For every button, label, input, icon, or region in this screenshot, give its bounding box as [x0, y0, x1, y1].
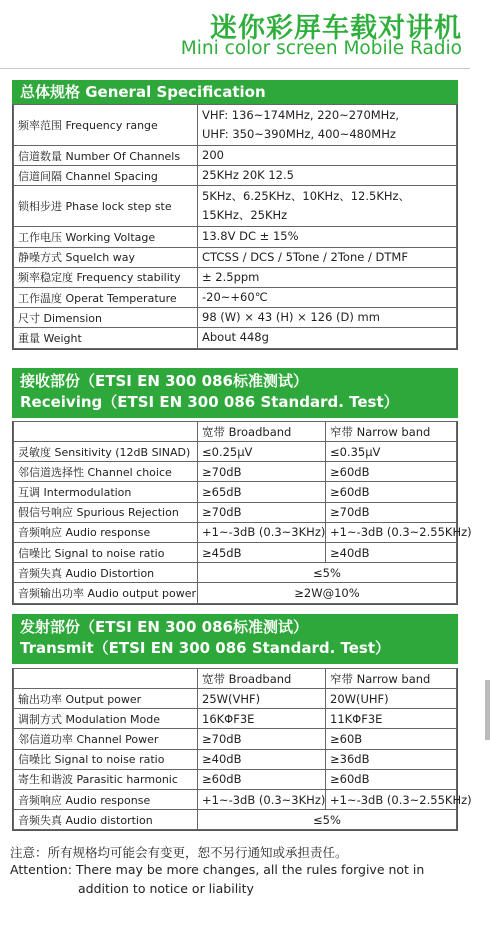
- spec-value-line: 98 (W) × 43 (H) × 126 (D) mm: [202, 310, 380, 325]
- header-divider: [0, 68, 470, 69]
- spec-label: 输出功率 Output power: [14, 689, 198, 709]
- spec-value-line: 15KHz、25KHz: [202, 208, 288, 223]
- general-spec-table: [13, 104, 457, 349]
- spec-value: [198, 247, 457, 267]
- note-chinese: 注意：所有规格均可能会有变更，恕不另行通知或承担责任。: [10, 845, 348, 860]
- spec-label: 重量 Weight: [14, 328, 198, 348]
- broadband-value: ≥45dB: [198, 542, 326, 562]
- spec-value-line: UHF: 350~390MHz, 400~480MHz: [202, 127, 396, 141]
- spec-value-line: 5KHz、6.25KHz、10KHz、12.5KHz、: [202, 189, 411, 204]
- spec-label: 锁相步进 Phase lock step ste: [14, 186, 198, 227]
- spec-label: 静噪方式 Squelch way: [14, 247, 198, 267]
- spec-row: [14, 789, 457, 809]
- spec-label: 音频响应 Audio response: [14, 789, 198, 809]
- column-header-row: [14, 422, 457, 442]
- receiving-section: [12, 421, 472, 605]
- spec-value-line: VHF: 136~174MHz, 220~270MHz,: [202, 108, 400, 122]
- spec-label: 音频失真 Audio distortion: [14, 810, 198, 830]
- spec-label: 音频失真 Audio Distortion: [14, 563, 198, 583]
- narrowband-value: +1~-3dB (0.3~2.55KHz): [326, 789, 457, 809]
- broadband-header: 宽带 Broadband: [198, 422, 326, 442]
- narrowband-value: 20W(UHF): [326, 689, 457, 709]
- narrowband-value: ≥60dB: [326, 482, 457, 502]
- spec-label: 音频响应 Audio response: [14, 522, 198, 542]
- spec-value-combined: ≤5%: [198, 810, 457, 830]
- narrowband-value: ≤0.35μV: [326, 442, 457, 462]
- spec-row: [14, 328, 457, 348]
- narrowband-value: ≥60B: [326, 729, 457, 749]
- spec-row: [14, 442, 457, 462]
- transmit-section: [12, 668, 472, 831]
- spec-label: 信噪比 Signal to noise ratio: [14, 749, 198, 769]
- narrowband-value: ≥36dB: [326, 749, 457, 769]
- spec-label: 频率范围 Frequency range: [14, 105, 198, 146]
- spec-label: 邻信道功率 Channel Power: [14, 729, 198, 749]
- spec-label: 信道数量 Number Of Channels: [14, 146, 198, 166]
- general-spec-section: [12, 104, 458, 350]
- spec-value: [198, 186, 457, 227]
- spec-value-line: 13.8V DC ± 15%: [202, 229, 299, 244]
- spec-value: [198, 308, 457, 328]
- spec-value-line: CTCSS / DCS / 5Tone / 2Tone / DTMF: [202, 249, 408, 264]
- spec-row: [14, 502, 457, 522]
- spec-row: [14, 247, 457, 267]
- narrowband-value: +1~-3dB (0.3~2.55KHz): [326, 522, 457, 542]
- spec-value-combined: ≤5%: [198, 563, 457, 583]
- spec-label: 灵敏度 Sensitivity (12dB SINAD): [14, 442, 198, 462]
- page-edge-shadow: [485, 680, 490, 740]
- broadband-value: ≥70dB: [198, 462, 326, 482]
- narrowband-value: ≥60dB: [326, 769, 457, 789]
- spec-row: [14, 810, 457, 830]
- spec-label: 互调 Intermodulation: [14, 482, 198, 502]
- spec-label: 音频输出功率 Audio output power: [14, 583, 198, 603]
- header-empty: [14, 422, 198, 442]
- title-chinese: 迷你彩屏车载对讲机: [210, 13, 462, 44]
- transmit-banner: [12, 614, 458, 664]
- column-header-row: [14, 669, 457, 689]
- spec-row: [14, 689, 457, 709]
- spec-row: [14, 186, 457, 227]
- general-spec-banner: [12, 80, 458, 104]
- spec-label: 寄生和谐波 Parasitic harmonic: [14, 769, 198, 789]
- spec-label: 信噪比 Signal to noise ratio: [14, 542, 198, 562]
- spec-row: [14, 729, 457, 749]
- spec-value: [198, 166, 457, 186]
- receiving-banner: [12, 368, 458, 418]
- narrowband-value: 11KΦF3E: [326, 709, 457, 729]
- spec-row: [14, 482, 457, 502]
- broadband-value: ≥70dB: [198, 502, 326, 522]
- spec-row: [14, 146, 457, 166]
- broadband-value: ≥60dB: [198, 769, 326, 789]
- spec-label: 频率稳定度 Frequency stability: [14, 267, 198, 287]
- spec-row: [14, 287, 457, 307]
- spec-value-line: About 448g: [202, 330, 269, 345]
- note-english-line2: addition to notice or liability: [78, 881, 254, 896]
- broadband-header: 宽带 Broadband: [198, 669, 326, 689]
- spec-row: [14, 542, 457, 562]
- spec-value-line: 25KHz 20K 12.5: [202, 168, 294, 183]
- spec-row: [14, 462, 457, 482]
- spec-row: [14, 522, 457, 542]
- spec-value: [198, 146, 457, 166]
- spec-row: [14, 308, 457, 328]
- spec-row: [14, 166, 457, 186]
- spec-label: 工作温度 Operat Temperature: [14, 287, 198, 307]
- spec-label: 信道间隔 Channel Spacing: [14, 166, 198, 186]
- spec-value-combined: ≥2W@10%: [198, 583, 457, 603]
- spec-label: 工作电压 Working Voltage: [14, 227, 198, 247]
- narrowband-value: ≥70dB: [326, 502, 457, 522]
- narrowband-header: 窄带 Narrow band: [326, 422, 457, 442]
- narrowband-value: ≥60dB: [326, 462, 457, 482]
- broadband-value: 16KΦF3E: [198, 709, 326, 729]
- title-english: Mini color screen Mobile Radio: [180, 38, 462, 59]
- transmit-heading-cn: 发射部份（ETSI EN 300 086标准测试）: [20, 618, 308, 636]
- spec-row: [14, 583, 457, 603]
- spec-row: [14, 749, 457, 769]
- broadband-value: ≤0.25μV: [198, 442, 326, 462]
- broadband-value: ≥70dB: [198, 729, 326, 749]
- page-header: [0, 0, 490, 66]
- spec-row: [14, 563, 457, 583]
- spec-value-line: ± 2.5ppm: [202, 269, 260, 284]
- transmit-table: [13, 668, 472, 830]
- spec-value-line: 200: [202, 148, 224, 163]
- general-spec-heading: 总体规格 General Specification: [20, 83, 266, 101]
- spec-label: 邻信道选择性 Channel choice: [14, 462, 198, 482]
- spec-value: [198, 267, 457, 287]
- transmit-heading-en: Transmit（ETSI EN 300 086 Standard. Test）: [20, 639, 391, 657]
- receiving-table: [13, 421, 472, 604]
- spec-value-line: -20~+60℃: [202, 290, 268, 305]
- spec-row: [14, 227, 457, 247]
- spec-row: [14, 709, 457, 729]
- spec-label: 假信号响应 Spurious Rejection: [14, 502, 198, 522]
- spec-value: [198, 105, 457, 146]
- receiving-heading-en: Receiving（ETSI EN 300 086 Standard. Test）: [20, 393, 399, 411]
- spec-value: [198, 287, 457, 307]
- spec-value: [198, 328, 457, 348]
- spec-row: [14, 769, 457, 789]
- broadband-value: 25W(VHF): [198, 689, 326, 709]
- spec-value: [198, 227, 457, 247]
- spec-row: [14, 267, 457, 287]
- spec-label: 调制方式 Modulation Mode: [14, 709, 198, 729]
- broadband-value: +1~-3dB (0.3~3KHz): [198, 522, 326, 542]
- broadband-value: ≥65dB: [198, 482, 326, 502]
- broadband-value: +1~-3dB (0.3~3KHz): [198, 789, 326, 809]
- receiving-heading-cn: 接收部份（ETSI EN 300 086标准测试）: [20, 372, 308, 390]
- header-empty: [14, 669, 198, 689]
- broadband-value: ≥40dB: [198, 749, 326, 769]
- spec-row: [14, 105, 457, 146]
- narrowband-value: ≥40dB: [326, 542, 457, 562]
- note-english-line1: Attention: There may be more changes, all the rules forgive not in: [10, 862, 425, 877]
- spec-label: 尺寸 Dimension: [14, 308, 198, 328]
- narrowband-header: 窄带 Narrow band: [326, 669, 457, 689]
